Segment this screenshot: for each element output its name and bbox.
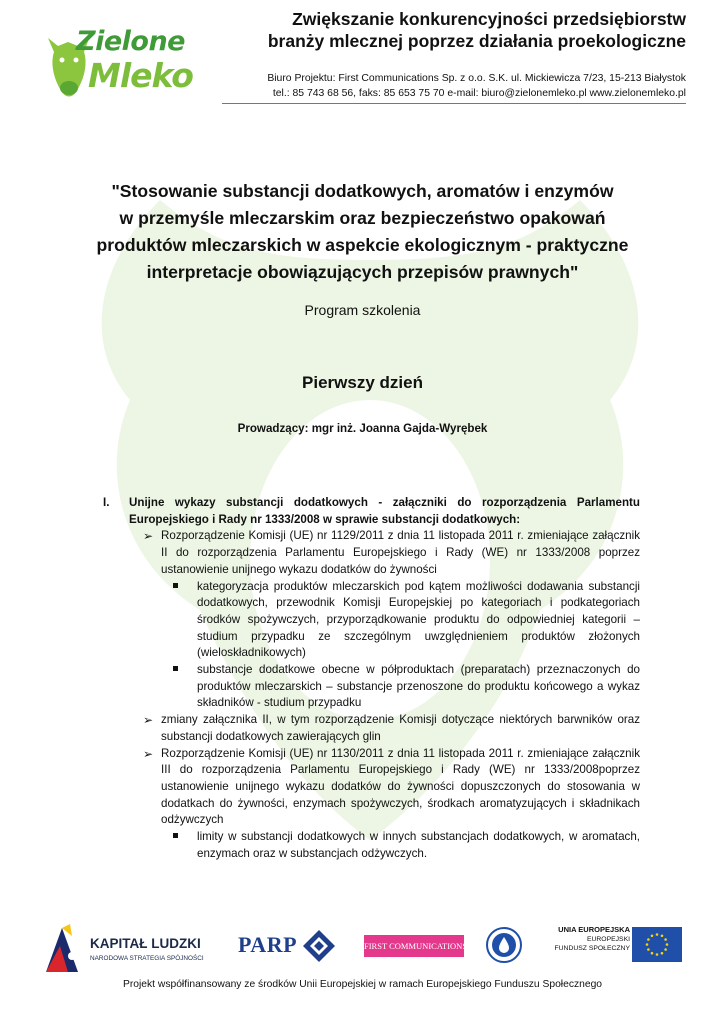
square-bullet-icon	[173, 833, 178, 838]
arrow-bullet-icon: ➢	[143, 529, 154, 544]
eu-caption-line-1: UNIA EUROPEJSKA	[558, 925, 630, 934]
eu-caption-line-2: EUROPEJSKI	[586, 936, 630, 943]
kapital-ludzki-emblem-icon	[42, 922, 84, 974]
program-content	[93, 495, 640, 862]
zielone-mleko-logo	[40, 24, 210, 104]
trainer-line: Prowadzący: mgr inż. Joanna Gajda-Wyrębek	[237, 422, 488, 435]
document-title-line: interpretacje obowiązujących przepisów prawnych"	[146, 262, 579, 282]
section-heading-text: Unijne wykazy substancji dodatkowych - załączniki do rozporządzenia Parlamentu Europejskiego i Rady nr 1333/2008 w sprawie substancji dodatkowych:	[129, 496, 640, 526]
parp-logo	[238, 929, 338, 963]
sub-list-item	[93, 579, 640, 663]
day-heading: Pierwszy dzień	[302, 373, 423, 392]
arrow-bullet-icon: ➢	[143, 713, 154, 728]
document-subtitle: Program szkolenia	[304, 302, 421, 318]
project-title	[236, 8, 686, 52]
logo-wordmark-bottom: Mleko	[88, 56, 193, 95]
page-header	[0, 0, 725, 110]
first-communications-logo: FIRST COMMUNICATIONS	[364, 935, 464, 957]
certification-seal-icon	[486, 927, 522, 963]
kapital-ludzki-logo	[42, 920, 204, 976]
sub-list-item-text: kategoryzacja produktów mleczarskich pod kątem możliwości dodawania substancji dodatkowych, przewodnik Komisji Europejskiej po kategoriach i podkategoriach środków spożywczych, przyporządkowanie produktu do odpowiedniej kategorii – studium przypadku ze szczególnym uwzględnieniem produktów złożonych (wieloskładnikowych)	[197, 579, 640, 660]
list-item-text: zmiany załącznika II, w tym rozporządzenie Komisji dotyczące niektórych barwników oraz substancji dodatkowych zawierających glin	[161, 713, 640, 743]
project-contact: tel.: 85 743 68 56, faks: 85 653 75 70 e-mail: biuro@zielonemleko.pl www.zielonemleko.pl	[272, 88, 686, 99]
document-title	[60, 178, 665, 286]
document-title-line: produktów mleczarskich w aspekcie ekologicznym - praktyczne	[96, 235, 629, 255]
section-heading	[93, 495, 640, 528]
document-title-line: "Stosowanie substancji dodatkowych, aromatów i enzymów	[111, 181, 614, 201]
project-address: Biuro Projektu: First Communications Sp. z o.o. S.K. ul. Mickiewicza 7/23, 15-213 Białystok	[267, 73, 686, 84]
list-item	[93, 712, 640, 745]
section-number: I.	[103, 496, 110, 509]
sub-list-item	[93, 829, 640, 862]
list-item-text: Rozporządzenie Komisji (UE) nr 1129/2011 z dnia 11 listopada 2011 r. zmieniające załącznik II do rozporządzenia Parlamentu Europejskiego i Rady (WE) nr 1333/2008 poprzez ustanowienie unijnego wykazu dodatków do żywności	[161, 529, 640, 576]
kapital-ludzki-title: KAPITAŁ LUDZKI	[90, 936, 201, 951]
parp-emblem-icon	[302, 929, 336, 963]
project-title-line-2: branży mlecznej poprzez działania proekologiczne	[267, 31, 686, 51]
list-item	[93, 528, 640, 578]
sub-list-item	[93, 662, 640, 712]
sub-list-item-text: substancje dodatkowe obecne w półproduktach (preparatach) przeznaczonych do produktów mleczarskich – substancje przenoszone do produktu końcowego a wykaz składników - studium przypadku	[197, 663, 640, 710]
cofinancing-note: Projekt współfinansowany ze środków Unii Europejskiej w ramach Europejskiego Funduszu Społecznego	[122, 979, 603, 990]
project-title-line-1: Zwiększanie konkurencyjności przedsiębiorstw	[292, 9, 686, 29]
eu-caption	[548, 925, 630, 965]
square-bullet-icon	[173, 583, 178, 588]
list-item-text: Rozporządzenie Komisji (UE) nr 1130/2011 z dnia 11 listopada 2011 r. zmieniające załącznik III do rozporządzenia Parlamentu Europejskiego i Rady (WE) nr 1333/2008poprzez ustanowienie unijnego wykazu dodatków do żywności dopuszczonych do stosowania w dodatkach do żywności, enzymach spożywczych, środkach aromatyzujących i składnikach odżywczych	[161, 746, 640, 827]
page-footer	[0, 905, 725, 1024]
parp-wordmark: PARP	[238, 932, 298, 957]
arrow-bullet-icon: ➢	[143, 746, 154, 761]
eu-flag-icon	[632, 927, 682, 962]
header-divider	[222, 103, 686, 104]
kapital-ludzki-subtitle: NARODOWA STRATEGIA SPÓJNOŚCI	[90, 955, 204, 962]
list-item	[93, 746, 640, 830]
sub-list-item-text: limity w substancji dodatkowych w innych substancjach dodatkowych, w aromatach, enzymach oraz w substancjach odżywczych.	[197, 830, 640, 860]
document-title-line: w przemyśle mleczarskim oraz bezpieczeństwo opakowań	[119, 208, 606, 228]
eu-caption-line-3: FUNDUSZ SPOŁECZNY	[554, 945, 630, 952]
logo-wordmark-top: Zielone	[76, 26, 185, 57]
square-bullet-icon	[173, 666, 178, 671]
